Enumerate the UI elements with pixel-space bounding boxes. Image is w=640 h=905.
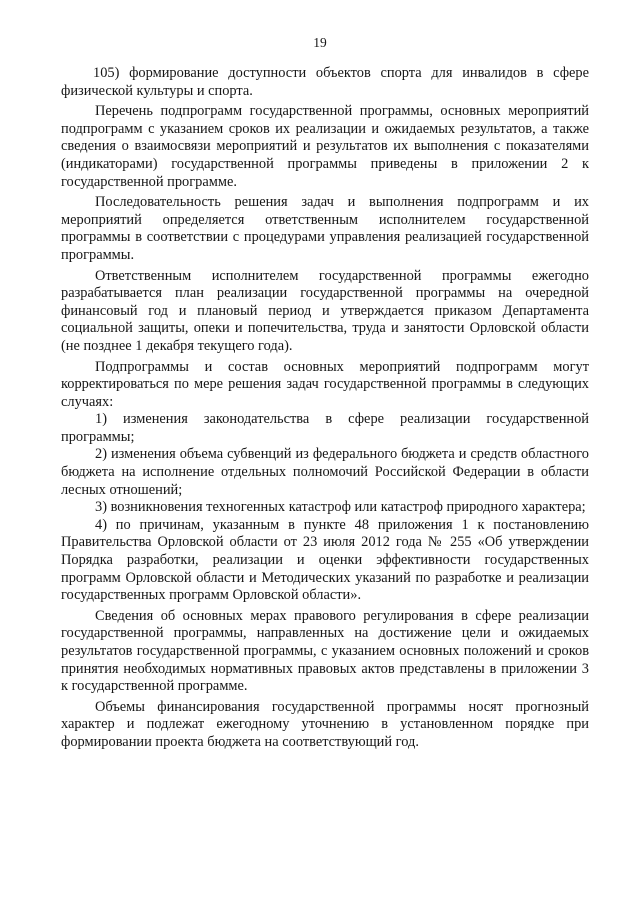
paragraph-correction-cases: Подпрограммы и состав основных мероприятий подпрограмм могут корректироваться по мере решения задач государственной программы в следующих случаях:: [61, 358, 589, 410]
page-number: 19: [313, 35, 327, 50]
paragraph-legal-regulation: Сведения об основных мерах правового регулирования в сфере реализации государственной программы, направленных на достижение цели и ожидаемых результатов государственной программы, с указанием основных положений и сроков принятия необходимых нормативных правовых актов представлены в приложении 3 к государственной программе.: [61, 607, 589, 695]
list-item-2: 2) изменения объема субвенций из федерального бюджета и средств областного бюджета на исполнение отдельных полномочий Российской Федерации в области лесных отношений;: [61, 446, 589, 498]
paragraph-implementation-plan: Ответственным исполнителем государственной программы ежегодно разрабатывается план реализации государственной программы на очередной финансовый год и плановый период и утверждается приказом Департамента социальной защиты, опеки и попечительства, труда и занятости Орловской области (не позднее 1 декабря текущего года).: [61, 267, 589, 354]
document-body: [61, 65, 589, 752]
paragraph-task-sequence: Последовательность решения задач и выполнения подпрограмм и их мероприятий определяется ответственным исполнителем государственной программы в соответствии с процедурами управления реализацией государственной программы.: [61, 194, 589, 263]
paragraph-item-105: 105) формирование доступности объектов спорта для инвалидов в сфере физической культуры и спорта.: [61, 65, 589, 99]
list-item-4: 4) по причинам, указанным в пункте 48 приложения 1 к постановлению Правительства Орловской области от 23 июля 2012 года № 255 «Об утверждении Порядка разработки, реализации и оценки эффективности государственных программ Орловской области и Методических указаний по разработке и реализации государственных программ Орловской области».: [61, 516, 589, 604]
paragraph-financing: Объемы финансирования государственной программы носят прогнозный характер и подлежат ежегодному уточнению в установленном порядке при формировании проекта бюджета на соответствующий год.: [61, 698, 589, 750]
paragraph-subprogram-list: Перечень подпрограмм государственной программы, основных мероприятий подпрограмм с указанием сроков их реализации и ожидаемых результатов, а также сведения о взаимосвязи мероприятий и результатов их выполнения с показателями (индикаторами) государственной программы приведены в приложении 2 к государственной программе.: [61, 103, 589, 190]
list-item-1: 1) изменения законодательства в сфере реализации государственной программы;: [61, 411, 589, 445]
list-item-3: 3) возникновения техногенных катастроф или катастроф природного характера;: [95, 499, 586, 516]
